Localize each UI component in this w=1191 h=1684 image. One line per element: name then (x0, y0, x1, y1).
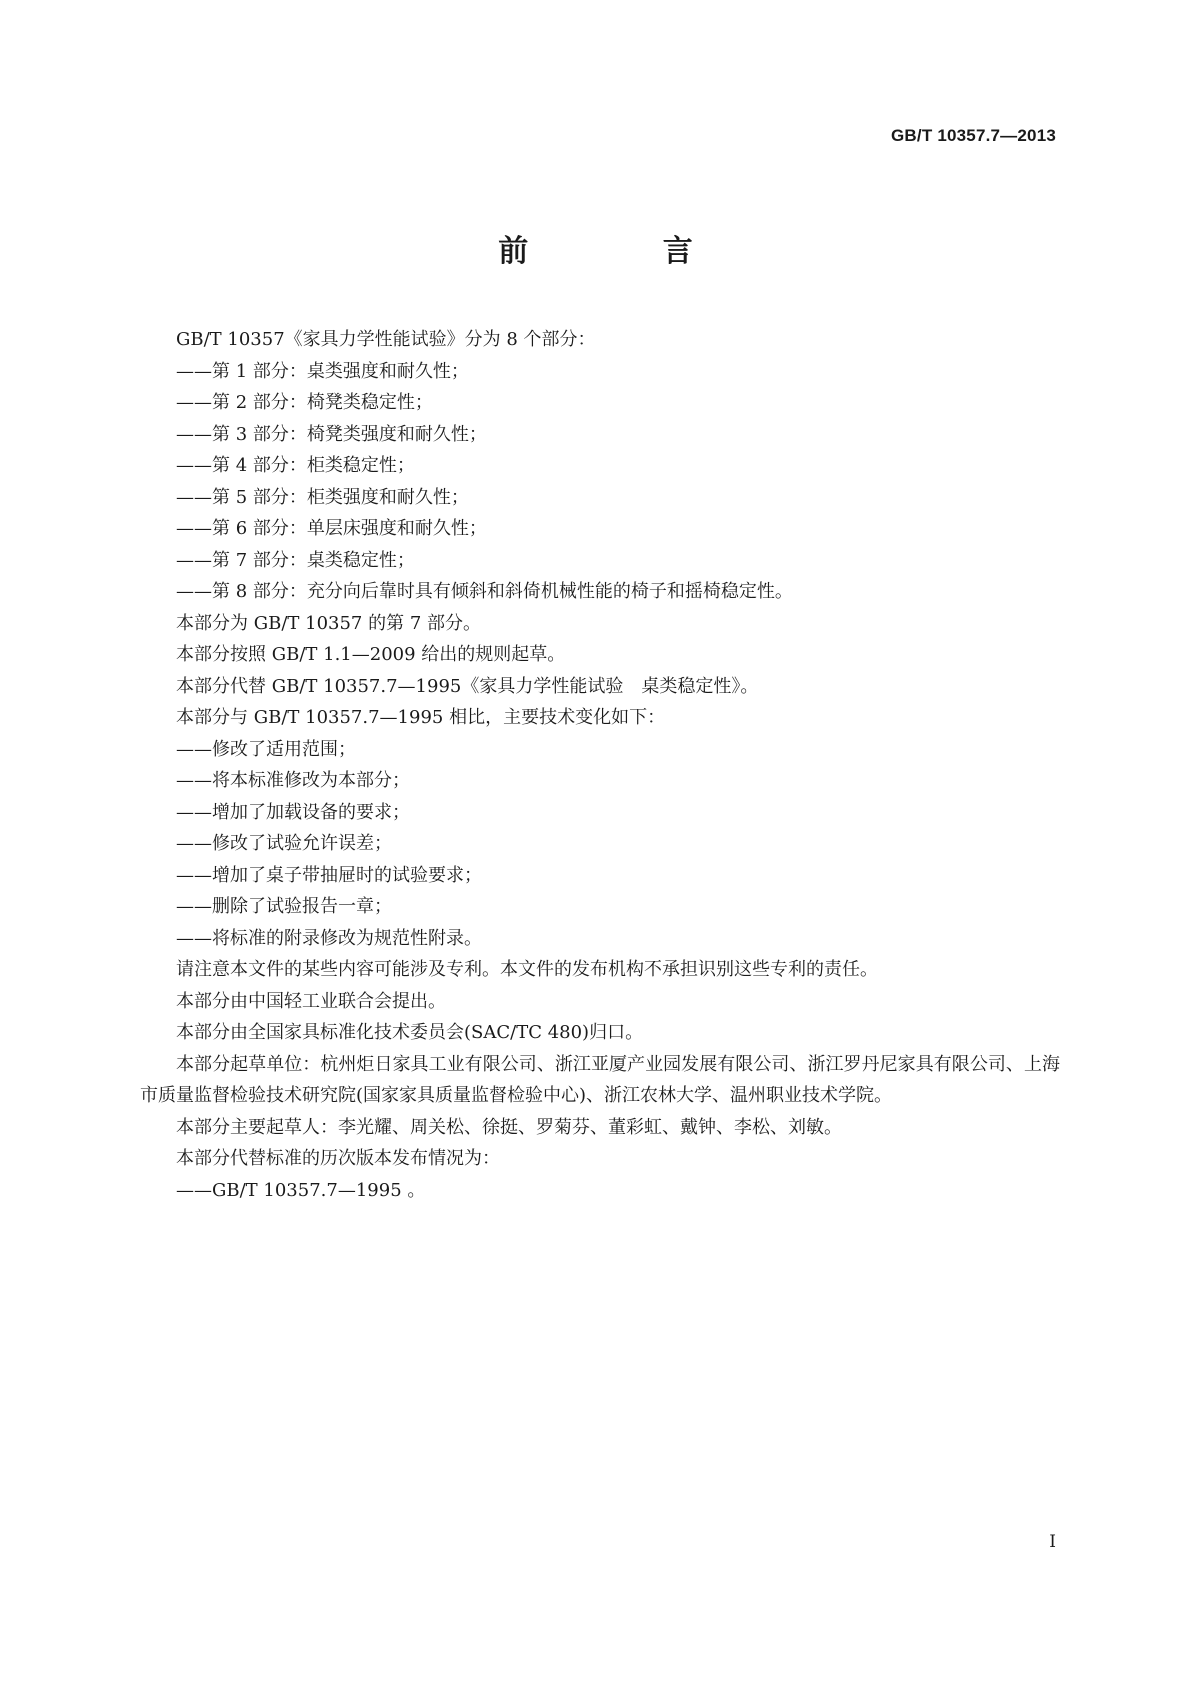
change-item: ——修改了试验允许误差； (176, 833, 392, 854)
drafters-paragraph: 本部分主要起草人：李光耀、周关松、徐挺、罗菊芬、董彩虹、戴钟、李松、刘敏。 (176, 1116, 842, 1138)
change-item: ——将标准的附录修改为规范性附录。 (176, 927, 482, 949)
part-item: ——第 6 部分：单层床强度和耐久性； (176, 518, 487, 539)
part-item: ——第 8 部分：充分向后靠时具有倾斜和斜倚机械性能的椅子和摇椅稳定性。 (176, 581, 793, 602)
parts-list (140, 356, 1060, 608)
page-number: I (1049, 1532, 1056, 1552)
part-item: ——第 7 部分：桌类稳定性； (176, 549, 415, 571)
part-item: ——第 5 部分：柜类强度和耐久性； (176, 486, 469, 508)
changes-intro-paragraph: 本部分与 GB/T 10357.7—1995 相比，主要技术变化如下： (176, 707, 666, 728)
rules-paragraph: 本部分按照 GB/T 1.1—2009 给出的规则起草。 (176, 644, 566, 665)
standard-code-header: GB/T 10357.7—2013 (891, 126, 1056, 145)
part-item: ——第 3 部分：椅凳类强度和耐久性； (176, 423, 487, 445)
proposed-by-paragraph: 本部分由中国轻工业联合会提出。 (176, 990, 446, 1012)
history-intro-paragraph: 本部分代替标准的历次版本发布情况为： (176, 1148, 500, 1169)
foreword-body (140, 324, 1060, 1206)
page-title: 前 言 (498, 234, 755, 269)
centralized-by-paragraph: 本部分由全国家具标准化技术委员会(SAC/TC 480)归口。 (176, 1022, 644, 1043)
history-item: ——GB/T 10357.7—1995 。 (176, 1179, 426, 1201)
drafting-units-paragraph: 本部分起草单位：杭州炬日家具工业有限公司、浙江亚厦产业园发展有限公司、浙江罗丹尼家具有限公司、上海市质量监督检验技术研究院(国家家具质量监督检验中心)、浙江农林大学、温州职业技术学院。 (140, 1053, 1060, 1106)
patent-paragraph: 请注意本文件的某些内容可能涉及专利。本文件的发布机构不承担识别这些专利的责任。 (176, 959, 878, 980)
replaces-paragraph: 本部分代替 GB/T 10357.7—1995《家具力学性能试验 桌类稳定性》。 (176, 675, 759, 697)
history-list (140, 1175, 1060, 1207)
change-item: ——删除了试验报告一章； (176, 896, 392, 917)
change-item: ——修改了适用范围； (176, 738, 356, 760)
part-item: ——第 1 部分：桌类强度和耐久性； (176, 360, 469, 382)
part-of-paragraph: 本部分为 GB/T 10357 的第 7 部分。 (176, 612, 481, 634)
change-item: ——增加了桌子带抽屉时的试验要求； (176, 864, 482, 886)
change-item: ——将本标准修改为本部分； (176, 770, 410, 791)
part-item: ——第 4 部分：柜类稳定性； (176, 455, 415, 476)
change-item: ——增加了加载设备的要求； (176, 801, 410, 823)
changes-list (140, 734, 1060, 955)
part-item: ——第 2 部分：椅凳类稳定性； (176, 392, 433, 413)
intro-paragraph: GB/T 10357《家具力学性能试验》分为 8 个部分： (176, 329, 596, 350)
